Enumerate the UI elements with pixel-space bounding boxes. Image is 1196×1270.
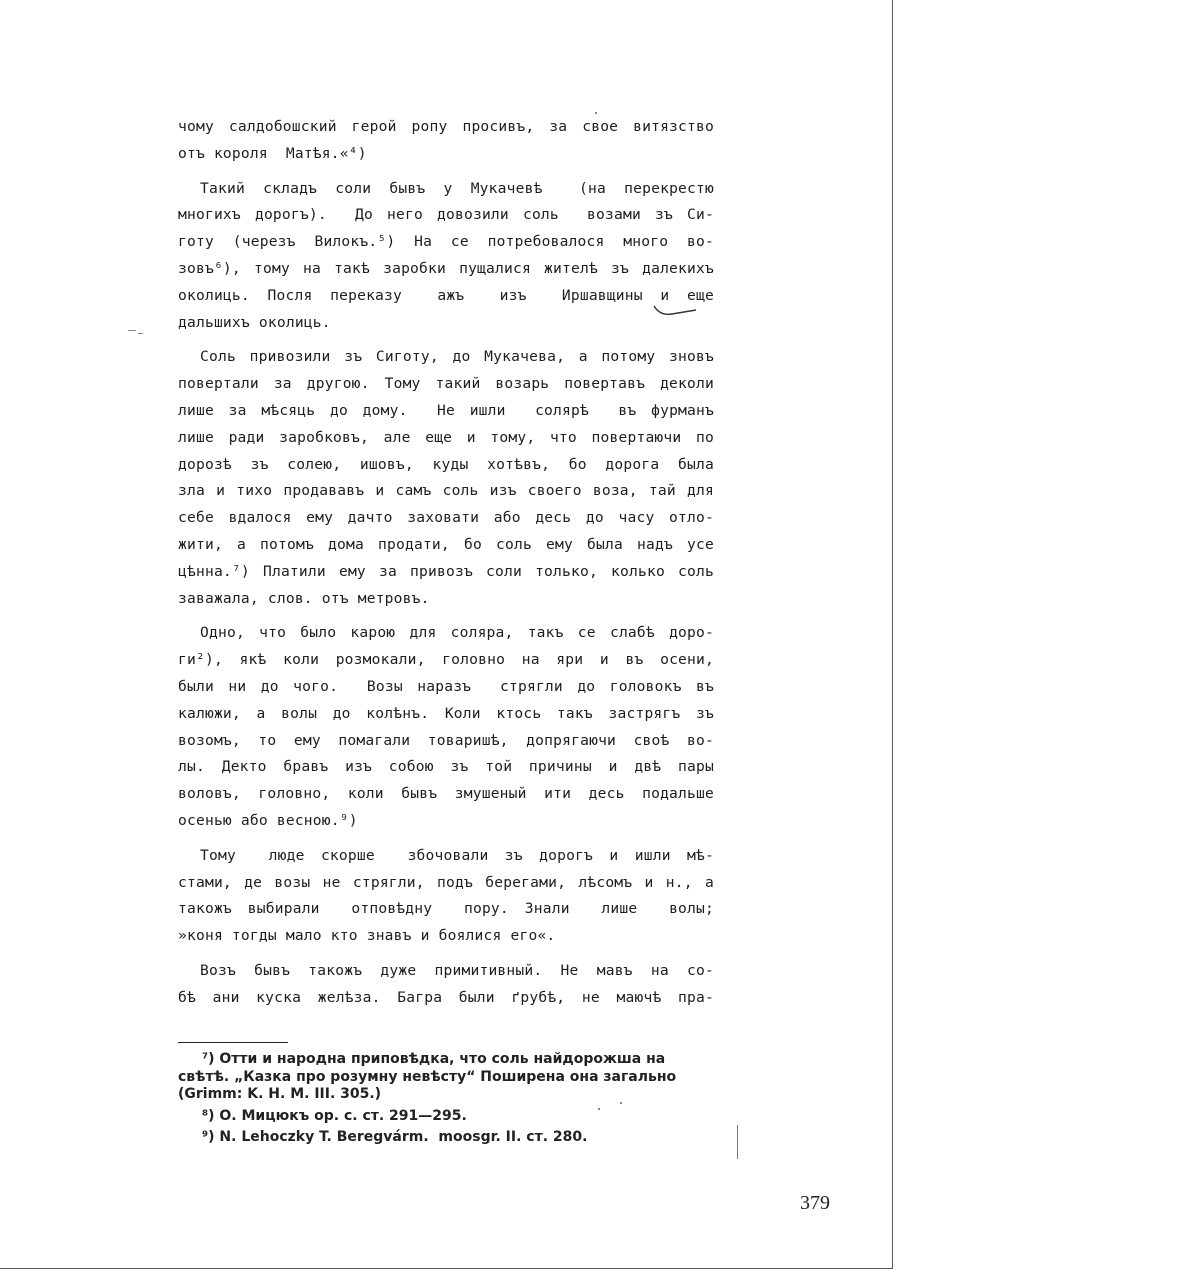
footnote-line: ⁹) N. Lehoczky T. Beregvárm. moosgr. II. ст. 280. bbox=[202, 1129, 588, 1145]
paragraph-1 bbox=[178, 114, 714, 168]
body-text bbox=[178, 114, 714, 1012]
text-line: дальшихъ околиць. bbox=[178, 313, 331, 331]
paragraph-4 bbox=[178, 620, 714, 834]
text-line: лише ради заробковъ, але еще и тому, что повертаючи по bbox=[178, 428, 714, 446]
pen-mark bbox=[650, 300, 700, 322]
text-line: воловъ, головно, коли бывъ змушеный ити десь подальше bbox=[178, 785, 714, 803]
text-line: »коня тогды мало кто знавъ и боялися его«. bbox=[178, 927, 556, 945]
footnote-line: свѣтѣ. „Казка про розумну невѣсту“ Поширена она загально bbox=[178, 1068, 677, 1085]
paragraph-2 bbox=[178, 176, 714, 337]
page-number: 379 bbox=[800, 1192, 830, 1214]
text-line: такожъ выбирали отповѣдну пору. Знали лише волы; bbox=[178, 900, 714, 918]
scan-speck bbox=[620, 1102, 622, 1104]
text-line: заважала, слов. отъ метровъ. bbox=[178, 589, 430, 607]
text-line: возомъ, то ему помагали товаришѣ, допрягаючи своѣ во- bbox=[178, 731, 714, 749]
footnote-line: ⁷) Отти и народна приповѣдка, что соль найдорожша на bbox=[202, 1051, 666, 1067]
text-line: цѣнна.⁷) Платили ему за привозъ соли только, колько соль bbox=[178, 562, 714, 580]
text-line: себе вдалося ему дачто заховати або десь до часу отло- bbox=[178, 509, 714, 527]
text-line: жити, а потомъ дома продати, бо соль ему была надъ усе bbox=[178, 535, 714, 553]
text-line: осенью або весною.⁹) bbox=[178, 811, 358, 829]
text-line: лише за мѣсяць до дому. Не ишли солярѣ въ фурманъ bbox=[178, 401, 714, 419]
text-line: бѣ ани куска желѣза. Багра были ґрубѣ, не маючѣ пра- bbox=[178, 988, 714, 1006]
scan-speck bbox=[128, 330, 136, 331]
scan-speck bbox=[595, 112, 597, 114]
text-line: зла и тихо продававъ и самъ соль изъ своего воза, тай для bbox=[178, 482, 714, 500]
text-line: Возъ бывъ такожъ дуже примитивный. Не мавъ на со- bbox=[200, 961, 714, 979]
scan-line bbox=[737, 1125, 738, 1159]
text-line: калюжи, а волы до колѣнъ. Коли ктось такъ застрягъ зъ bbox=[178, 704, 714, 722]
text-line: отъ короля Матѣя.«⁴) bbox=[178, 144, 367, 162]
footnotes bbox=[178, 1051, 718, 1147]
footnote-line: ⁸) О. Мицюкъ ор. с. ст. 291—295. bbox=[202, 1107, 467, 1124]
text-line: многихъ дорогъ). До него довозили соль возами зъ Си- bbox=[178, 206, 714, 224]
text-line: ги²), якѣ коли розмокали, головно на яри и въ осени, bbox=[178, 651, 714, 669]
paragraph-3 bbox=[178, 344, 714, 612]
text-line: стами, де возы не стрягли, подъ берегами, лѣсомъ и н., а bbox=[178, 873, 714, 891]
text-line: зовъ⁶), тому на такѣ заробки пущалися жителѣ зъ далекихъ bbox=[178, 259, 714, 277]
paragraph-5 bbox=[178, 843, 714, 950]
paragraph-6 bbox=[178, 958, 714, 1012]
footnote-separator bbox=[178, 1042, 288, 1043]
text-line: повертали за другою. Тому такий возарь повертавъ деколи bbox=[178, 375, 714, 393]
text-line: Такий складъ соли бывъ у Мукачевѣ (на перекрестю bbox=[200, 179, 714, 197]
text-line: околиць. Посля переказу ажъ изъ Иршавщины и еще bbox=[178, 286, 714, 304]
scan-speck bbox=[598, 1108, 600, 1110]
text-line: готу (черезъ Вилокъ.⁵) На се потребовалося много во- bbox=[178, 233, 714, 251]
text-line: Соль привозили зъ Сиготу, до Мукачева, а потому зновъ bbox=[200, 348, 714, 366]
text-line: дорозѣ зъ солею, ишовъ, куды хотѣвъ, бо дорога была bbox=[178, 455, 714, 473]
text-line: лы. Декто бравъ изъ собою зъ той причины и двѣ пары bbox=[178, 758, 714, 776]
text-line: чому салдобошский герой ропу просивъ, за свое витязство bbox=[178, 118, 714, 135]
footnote-line: (Grimm: K. H. M. III. 305.) bbox=[178, 1086, 382, 1102]
text-line: Одно, что было карою для соляра, такъ се слабѣ доро- bbox=[200, 624, 714, 642]
text-line: были ни до чого. Возы наразъ стрягли до головокъ въ bbox=[178, 677, 714, 695]
text-line: Тому люде скорше збочовали зъ дорогъ и ишли мѣ- bbox=[200, 846, 714, 864]
scan-speck bbox=[138, 333, 143, 334]
